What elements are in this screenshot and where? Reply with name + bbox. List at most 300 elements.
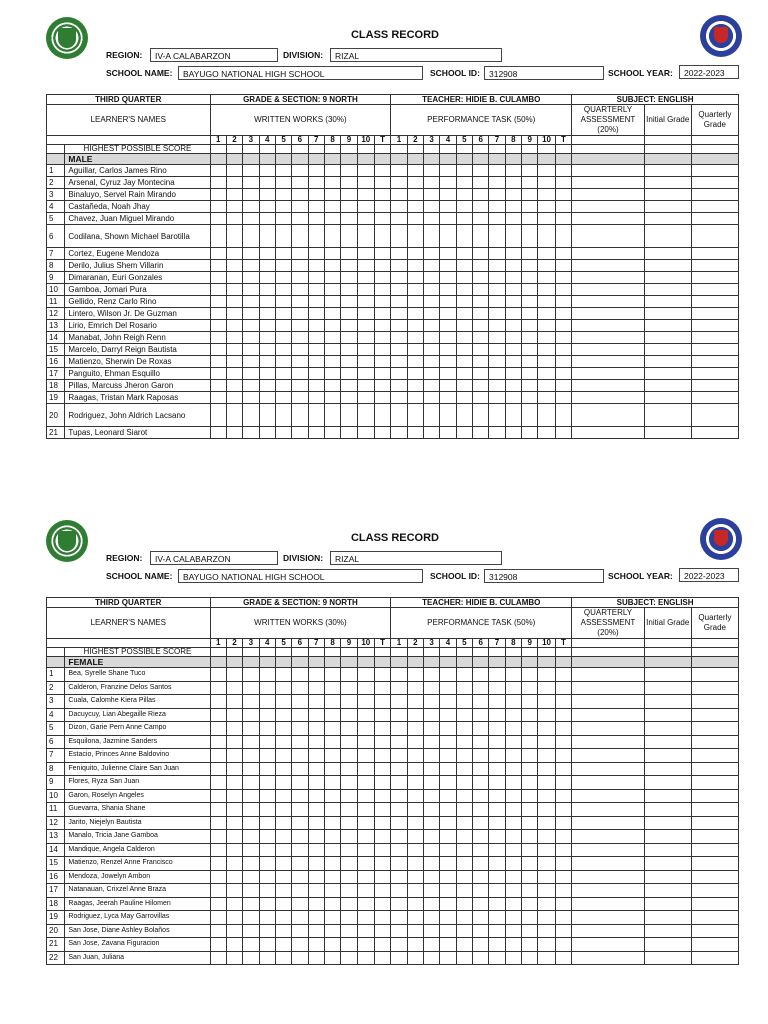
score-cell xyxy=(259,213,275,225)
hps-cell xyxy=(324,648,340,657)
score-cell xyxy=(644,681,691,695)
score-cell xyxy=(275,708,291,722)
score-cell xyxy=(473,213,489,225)
learner-row xyxy=(47,248,739,260)
score-cell xyxy=(226,722,242,736)
score-cell xyxy=(275,870,291,884)
score-cell xyxy=(644,392,691,404)
score-cell xyxy=(407,380,423,392)
score-cell xyxy=(440,368,456,380)
score-cell xyxy=(538,308,555,320)
score-cell xyxy=(243,404,259,427)
score-cell xyxy=(505,427,521,439)
hps-cell xyxy=(572,648,645,657)
blank-cell xyxy=(644,136,691,145)
teacher-header: TEACHER: HIDIE B. CULAMBO xyxy=(391,95,572,105)
score-cell xyxy=(473,830,489,844)
score-cell xyxy=(374,830,390,844)
score-cell xyxy=(522,427,538,439)
score-cell xyxy=(644,368,691,380)
score-cell xyxy=(391,830,407,844)
score-cell xyxy=(407,284,423,296)
score-cell xyxy=(210,695,226,709)
score-cell xyxy=(522,392,538,404)
score-cell xyxy=(357,870,374,884)
score-cell xyxy=(691,272,738,284)
score-cell xyxy=(407,332,423,344)
learner-name: Rodriguez, Lyca May Garrovillas xyxy=(65,911,210,925)
score-cell xyxy=(644,272,691,284)
score-cell xyxy=(572,749,645,763)
score-cell xyxy=(243,320,259,332)
score-cell xyxy=(440,201,456,213)
score-cell xyxy=(210,951,226,965)
hps-cell xyxy=(440,145,456,154)
score-cell xyxy=(538,911,555,925)
score-cell xyxy=(505,749,521,763)
score-cell xyxy=(308,225,324,248)
score-cell xyxy=(489,870,505,884)
score-cell xyxy=(456,870,472,884)
learner-name: Castañeda, Noah Jhay xyxy=(65,201,210,213)
score-cell xyxy=(391,332,407,344)
score-cell xyxy=(522,843,538,857)
score-cell xyxy=(210,380,226,392)
score-cell xyxy=(391,749,407,763)
score-cell xyxy=(440,924,456,938)
score-cell xyxy=(308,749,324,763)
score-cell xyxy=(555,951,571,965)
score-cell xyxy=(538,165,555,177)
score-cell xyxy=(374,789,390,803)
row-number: 11 xyxy=(47,803,65,817)
hps-cell xyxy=(292,145,308,154)
score-cell xyxy=(538,749,555,763)
score-cell xyxy=(292,225,308,248)
score-cell xyxy=(357,789,374,803)
score-cell xyxy=(572,938,645,952)
hps-cell xyxy=(391,145,407,154)
score-cell xyxy=(275,681,291,695)
score-cell xyxy=(226,924,242,938)
score-cell xyxy=(324,803,340,817)
score-cell xyxy=(275,284,291,296)
score-cell xyxy=(572,284,645,296)
score-column-number: 8 xyxy=(505,136,521,145)
section-cell xyxy=(308,154,324,165)
score-cell xyxy=(324,165,340,177)
score-cell xyxy=(391,776,407,790)
score-cell xyxy=(374,843,390,857)
score-cell xyxy=(357,735,374,749)
learner-row xyxy=(47,668,739,682)
score-cell xyxy=(292,248,308,260)
score-cell xyxy=(538,897,555,911)
score-cell xyxy=(456,380,472,392)
score-cell xyxy=(522,722,538,736)
score-cell xyxy=(423,722,439,736)
score-cell xyxy=(226,803,242,817)
score-cell xyxy=(489,296,505,308)
hps-cell xyxy=(489,145,505,154)
score-column-number: 5 xyxy=(456,136,472,145)
score-cell xyxy=(555,272,571,284)
score-cell xyxy=(357,897,374,911)
section-cell xyxy=(473,657,489,668)
section-cell xyxy=(341,657,357,668)
score-cell xyxy=(391,344,407,356)
score-cell xyxy=(324,284,340,296)
class-record-female xyxy=(0,503,768,1003)
score-cell xyxy=(456,924,472,938)
learner-name: San Juan, Juliana xyxy=(65,951,210,965)
score-cell xyxy=(391,708,407,722)
score-cell xyxy=(473,870,489,884)
learner-row xyxy=(47,776,739,790)
section-cell xyxy=(423,154,439,165)
score-cell xyxy=(691,843,738,857)
score-cell xyxy=(341,427,357,439)
score-cell xyxy=(324,668,340,682)
score-cell xyxy=(357,248,374,260)
score-cell xyxy=(324,177,340,189)
score-cell xyxy=(538,695,555,709)
score-cell xyxy=(489,897,505,911)
score-cell xyxy=(555,177,571,189)
score-cell xyxy=(391,843,407,857)
score-cell xyxy=(341,356,357,368)
score-cell xyxy=(243,213,259,225)
score-cell xyxy=(423,177,439,189)
score-cell xyxy=(259,668,275,682)
learner-row xyxy=(47,708,739,722)
score-cell xyxy=(357,165,374,177)
score-cell xyxy=(324,911,340,925)
score-cell xyxy=(473,368,489,380)
score-cell xyxy=(555,924,571,938)
score-cell xyxy=(324,857,340,871)
section-cell xyxy=(292,657,308,668)
score-cell xyxy=(226,213,242,225)
score-column-number: 6 xyxy=(473,136,489,145)
learner-name: Aguillar, Carlos James Rino xyxy=(65,165,210,177)
score-cell xyxy=(341,897,357,911)
row-number: 17 xyxy=(47,884,65,898)
score-cell xyxy=(292,380,308,392)
score-cell xyxy=(243,427,259,439)
score-cell xyxy=(341,938,357,952)
score-cell xyxy=(407,708,423,722)
score-cell xyxy=(308,368,324,380)
score-cell xyxy=(572,427,645,439)
learner-name: Raagas, Tristan Mark Raposas xyxy=(65,392,210,404)
row-number: 19 xyxy=(47,392,65,404)
score-cell xyxy=(473,356,489,368)
score-cell xyxy=(456,681,472,695)
score-cell xyxy=(473,803,489,817)
score-cell xyxy=(357,201,374,213)
score-cell xyxy=(489,803,505,817)
score-cell xyxy=(275,803,291,817)
learner-row xyxy=(47,296,739,308)
score-cell xyxy=(292,843,308,857)
row-number: 1 xyxy=(47,668,65,682)
score-cell xyxy=(357,695,374,709)
score-cell xyxy=(259,924,275,938)
score-cell xyxy=(423,830,439,844)
score-cell xyxy=(341,749,357,763)
score-cell xyxy=(522,938,538,952)
row-number: 5 xyxy=(47,213,65,225)
score-cell xyxy=(555,843,571,857)
score-cell xyxy=(275,695,291,709)
score-cell xyxy=(423,427,439,439)
score-cell xyxy=(505,165,521,177)
score-cell xyxy=(489,681,505,695)
score-cell xyxy=(391,189,407,201)
learner-name: Panguito, Ehman Esquillo xyxy=(65,368,210,380)
learner-row xyxy=(47,803,739,817)
score-cell xyxy=(423,951,439,965)
score-cell xyxy=(341,857,357,871)
score-cell xyxy=(391,427,407,439)
score-cell xyxy=(440,272,456,284)
row-number: 16 xyxy=(47,356,65,368)
score-cell xyxy=(505,816,521,830)
score-cell xyxy=(644,260,691,272)
score-cell xyxy=(243,225,259,248)
learner-name: Calderon, Franzine Delos Santos xyxy=(65,681,210,695)
performance-task-header: PERFORMANCE TASK (50%) xyxy=(391,105,572,136)
score-cell xyxy=(423,776,439,790)
score-cell xyxy=(357,284,374,296)
row-number: 8 xyxy=(47,762,65,776)
score-cell xyxy=(555,722,571,736)
score-cell xyxy=(691,308,738,320)
score-cell xyxy=(374,749,390,763)
region-label: REGION: xyxy=(106,50,143,60)
score-cell xyxy=(391,356,407,368)
score-cell xyxy=(210,816,226,830)
teacher-header: TEACHER: HIDIE B. CULAMBO xyxy=(391,598,572,608)
score-cell xyxy=(357,356,374,368)
score-cell xyxy=(691,189,738,201)
learners-names-header: LEARNER'S NAMES xyxy=(47,105,211,136)
score-cell xyxy=(226,911,242,925)
score-cell xyxy=(423,248,439,260)
row-number: 1 xyxy=(47,165,65,177)
learner-row xyxy=(47,165,739,177)
hps-cell xyxy=(292,648,308,657)
score-cell xyxy=(691,165,738,177)
score-cell xyxy=(423,803,439,817)
score-cell xyxy=(572,911,645,925)
score-cell xyxy=(243,803,259,817)
score-cell xyxy=(691,213,738,225)
score-cell xyxy=(538,938,555,952)
score-cell xyxy=(308,870,324,884)
score-cell xyxy=(473,789,489,803)
learner-row xyxy=(47,924,739,938)
score-cell xyxy=(243,177,259,189)
score-cell xyxy=(440,857,456,871)
hps-cell xyxy=(226,145,242,154)
score-cell xyxy=(226,857,242,871)
score-cell xyxy=(243,884,259,898)
score-cell xyxy=(572,951,645,965)
score-cell xyxy=(572,668,645,682)
row-number: 19 xyxy=(47,911,65,925)
score-cell xyxy=(374,248,390,260)
score-cell xyxy=(505,776,521,790)
score-cell xyxy=(275,332,291,344)
score-cell xyxy=(423,924,439,938)
score-cell xyxy=(555,260,571,272)
row-number: 13 xyxy=(47,830,65,844)
score-cell xyxy=(243,681,259,695)
score-cell xyxy=(292,165,308,177)
score-cell xyxy=(374,735,390,749)
score-cell xyxy=(644,695,691,709)
score-cell xyxy=(473,380,489,392)
performance-task-header: PERFORMANCE TASK (50%) xyxy=(391,608,572,639)
score-cell xyxy=(292,789,308,803)
score-cell xyxy=(357,308,374,320)
score-cell xyxy=(210,708,226,722)
score-column-number: 7 xyxy=(308,136,324,145)
score-cell xyxy=(407,816,423,830)
score-cell xyxy=(572,830,645,844)
score-cell xyxy=(473,708,489,722)
score-column-number: T xyxy=(555,639,571,648)
score-cell xyxy=(489,404,505,427)
score-cell xyxy=(538,248,555,260)
score-cell xyxy=(456,392,472,404)
score-cell xyxy=(210,165,226,177)
score-cell xyxy=(324,368,340,380)
score-cell xyxy=(357,427,374,439)
score-cell xyxy=(259,722,275,736)
score-cell xyxy=(210,884,226,898)
score-cell xyxy=(243,332,259,344)
score-cell xyxy=(644,668,691,682)
learner-row xyxy=(47,189,739,201)
score-cell xyxy=(522,344,538,356)
learner-name: Jarito, Niejelyn Bautista xyxy=(65,816,210,830)
score-cell xyxy=(505,308,521,320)
score-cell xyxy=(440,695,456,709)
score-cell xyxy=(243,830,259,844)
hps-cell xyxy=(555,648,571,657)
learner-row xyxy=(47,843,739,857)
score-cell xyxy=(391,951,407,965)
hps-cell xyxy=(374,648,390,657)
score-cell xyxy=(456,789,472,803)
learner-name: Cortez, Eugene Mendoza xyxy=(65,248,210,260)
score-cell xyxy=(572,260,645,272)
learner-name: Cuala, Calomhe Kiera Pillas xyxy=(65,695,210,709)
score-cell xyxy=(440,344,456,356)
score-cell xyxy=(259,201,275,213)
score-cell xyxy=(210,189,226,201)
score-cell xyxy=(473,722,489,736)
score-cell xyxy=(308,380,324,392)
score-cell xyxy=(374,404,390,427)
score-cell xyxy=(391,722,407,736)
score-cell xyxy=(374,884,390,898)
learner-row xyxy=(47,884,739,898)
hps-cell xyxy=(259,648,275,657)
score-cell xyxy=(572,344,645,356)
score-cell xyxy=(473,260,489,272)
score-cell xyxy=(292,816,308,830)
score-cell xyxy=(538,272,555,284)
score-cell xyxy=(555,911,571,925)
score-cell xyxy=(473,938,489,952)
score-cell xyxy=(522,668,538,682)
score-cell xyxy=(489,260,505,272)
score-cell xyxy=(691,427,738,439)
score-cell xyxy=(292,296,308,308)
score-cell xyxy=(324,722,340,736)
blank-cell xyxy=(47,154,65,165)
score-cell xyxy=(374,681,390,695)
score-cell xyxy=(691,356,738,368)
score-cell xyxy=(505,668,521,682)
learner-row xyxy=(47,427,739,439)
score-cell xyxy=(423,938,439,952)
score-cell xyxy=(308,789,324,803)
division-label: DIVISION: xyxy=(283,553,324,563)
score-cell xyxy=(572,392,645,404)
score-cell xyxy=(308,356,324,368)
score-cell xyxy=(423,272,439,284)
score-cell xyxy=(456,708,472,722)
division-field: RIZAL xyxy=(330,551,502,565)
score-cell xyxy=(538,356,555,368)
score-cell xyxy=(691,695,738,709)
score-cell xyxy=(308,272,324,284)
score-cell xyxy=(407,177,423,189)
score-cell xyxy=(489,392,505,404)
score-cell xyxy=(374,722,390,736)
score-cell xyxy=(275,789,291,803)
score-cell xyxy=(391,213,407,225)
section-cell xyxy=(572,154,645,165)
score-cell xyxy=(275,830,291,844)
row-number: 7 xyxy=(47,248,65,260)
score-cell xyxy=(357,708,374,722)
learner-name: Dizon, Garie Pern Anne Campo xyxy=(65,722,210,736)
score-cell xyxy=(292,668,308,682)
score-cell xyxy=(210,803,226,817)
written-works-header: WRITTEN WORKS (30%) xyxy=(210,105,391,136)
score-cell xyxy=(374,284,390,296)
hps-cell xyxy=(473,648,489,657)
score-cell xyxy=(341,332,357,344)
score-cell xyxy=(308,897,324,911)
score-cell xyxy=(572,165,645,177)
learner-row xyxy=(47,789,739,803)
score-cell xyxy=(522,248,538,260)
deped-seal-icon xyxy=(700,518,742,560)
section-cell xyxy=(538,657,555,668)
score-cell xyxy=(275,189,291,201)
score-cell xyxy=(538,427,555,439)
score-cell xyxy=(292,344,308,356)
learner-row xyxy=(47,272,739,284)
score-cell xyxy=(324,830,340,844)
